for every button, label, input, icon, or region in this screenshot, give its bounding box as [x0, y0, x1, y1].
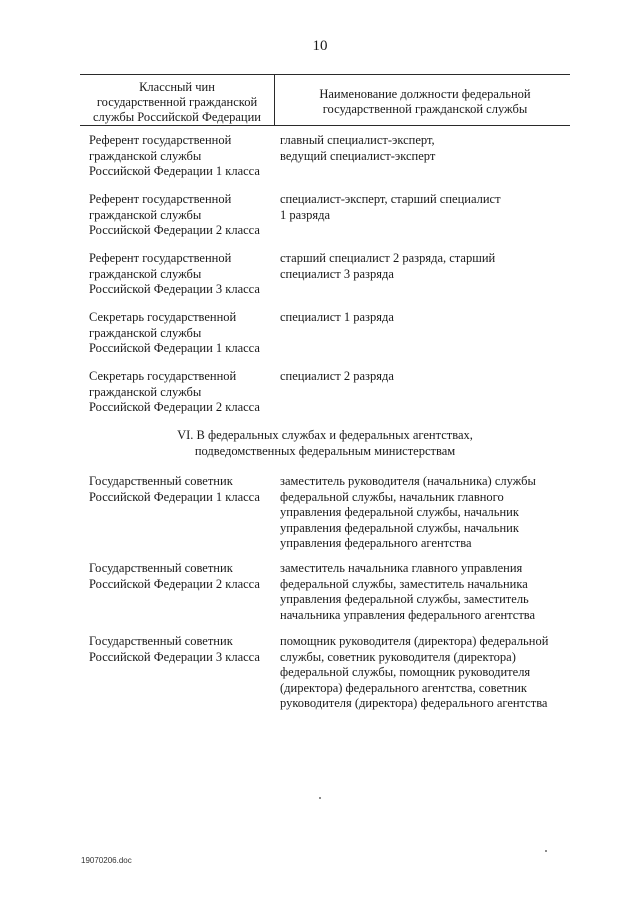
rank-cell: Референт государственной гражданской службы Российской Федерации 3 класса: [89, 251, 260, 296]
page-number: 10: [312, 38, 328, 54]
position-cell: старший специалист 2 разряда, старший специалист 3 разряда: [280, 251, 496, 281]
position-cell: помощник руководителя (директора) федеральной службы, советник руководителя (директора) федеральной службы, помощник руководителя (директора) федерального агентства, советник руководителя (директора) федерального агентства: [280, 634, 549, 710]
scan-speck: [545, 850, 547, 852]
position-cell: главный специалист-эксперт, ведущий специалист-эксперт: [280, 133, 436, 163]
rank-cell: Секретарь государственной гражданской службы Российской Федерации 2 класса: [89, 369, 260, 414]
table-header-position-column: Наименование должности федеральной государственной гражданской службы: [319, 87, 531, 116]
section-heading: VI. В федеральных службах и федеральных агентствах, подведомственных федеральным министерствам: [177, 428, 473, 458]
rank-cell: Государственный советник Российской Федерации 3 класса: [89, 634, 260, 664]
table-header-rank-column: Классный чин государственной гражданской службы Российской Федерации: [93, 80, 261, 124]
scan-speck: [319, 797, 321, 799]
position-cell: специалист 1 разряда: [280, 310, 394, 324]
rank-cell: Референт государственной гражданской службы Российской Федерации 1 класса: [89, 133, 260, 178]
rank-cell: Секретарь государственной гражданской службы Российской Федерации 1 класса: [89, 310, 260, 355]
position-cell: специалист-эксперт, старший специалист 1 разряда: [280, 192, 501, 222]
position-cell: заместитель руководителя (начальника) службы федеральной службы, начальник главного управления федеральной службы, начальник управления федеральной службы, начальник управления федерального агентства: [280, 474, 536, 550]
position-cell: специалист 2 разряда: [280, 369, 394, 383]
table-header-divider: [274, 74, 275, 125]
rank-cell: Государственный советник Российской Федерации 1 класса: [89, 474, 260, 504]
table-top-rule: [80, 74, 570, 75]
rank-cell: Референт государственной гражданской службы Российской Федерации 2 класса: [89, 192, 260, 237]
rank-cell: Государственный советник Российской Федерации 2 класса: [89, 561, 260, 591]
position-cell: заместитель начальника главного управления федеральной службы, заместитель начальника управления федеральной службы, заместитель начальника управления федерального агентства: [280, 561, 536, 622]
document-code: 19070206.doc: [81, 856, 132, 865]
table-header-bottom-rule: [80, 125, 570, 126]
